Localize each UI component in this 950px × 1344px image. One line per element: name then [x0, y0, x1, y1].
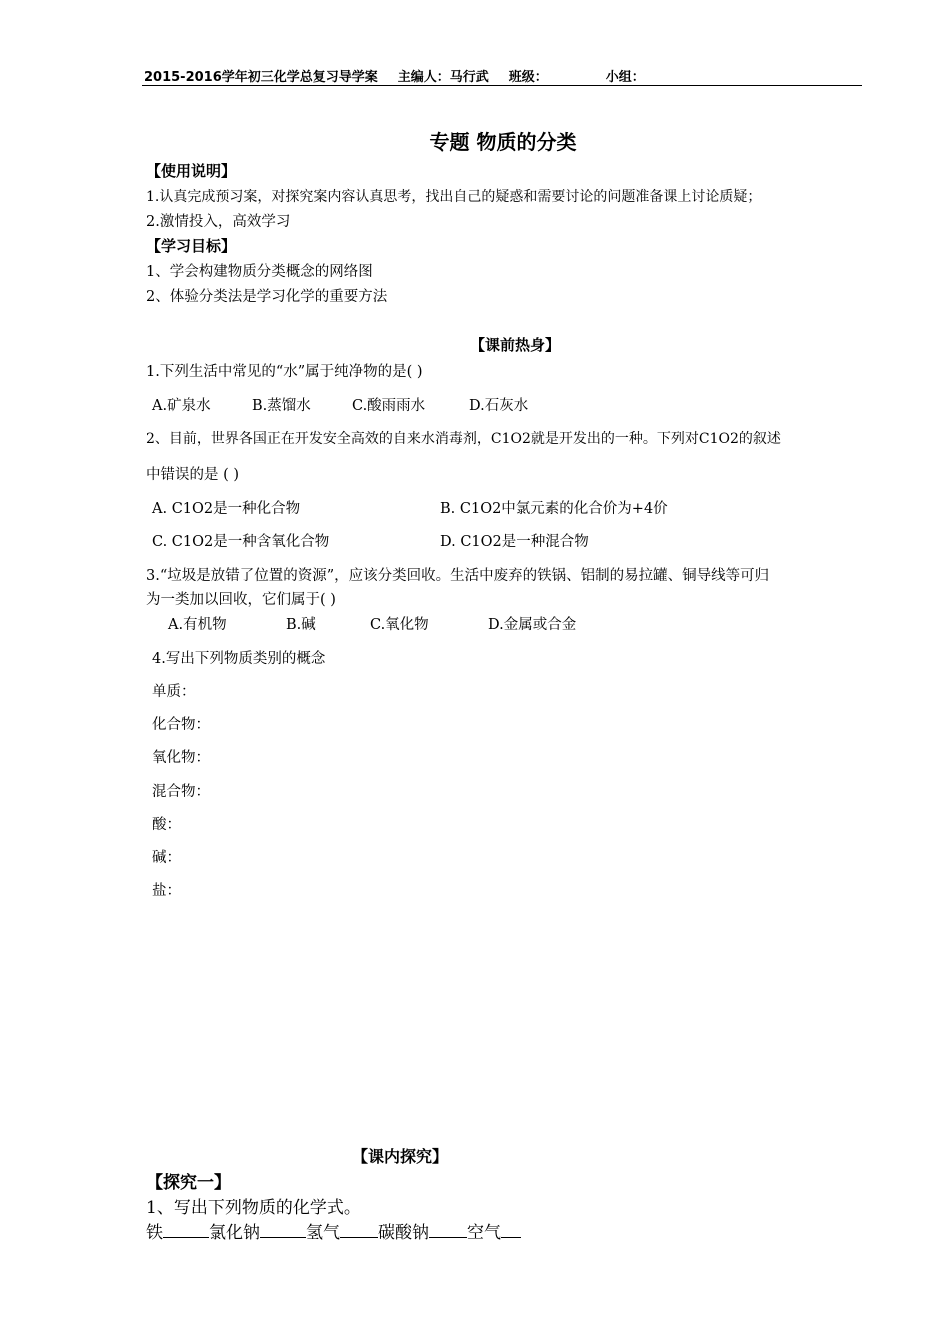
explore1-heading: 【探究一】 [146, 1173, 231, 1193]
page-title: 专题 物质的分类 [429, 130, 577, 154]
q1-option-a: A.矿泉水 [152, 398, 211, 414]
editor-label: 主编人：马行武 [397, 70, 489, 85]
q1-stem: 1.下列生活中常见的“水”属于纯净物的是( ) [146, 364, 423, 380]
q4-term-compound: 化合物： [152, 717, 210, 733]
q2-option-d: D. C1O2是一种混合物 [440, 534, 589, 550]
q4-term-oxide: 氧化物： [152, 750, 210, 766]
document-header [144, 66, 665, 85]
formula-item-sodium-carbonate: 碳酸钠 [378, 1223, 429, 1243]
q3-stem-line1: 3.“垃圾是放错了位置的资源”，应该分类回收。生活中废弃的铁锅、铝制的易拉罐、铜导线等可归 [146, 568, 770, 584]
formula-blank-air[interactable] [501, 1223, 521, 1238]
q4-term-salt: 盐： [152, 883, 181, 899]
inclass-heading: 【课内探究】 [352, 1147, 449, 1166]
q3-option-d: D.金属或合金 [488, 617, 577, 633]
explore1-task: 1、写出下列物质的化学式。 [146, 1198, 361, 1218]
q1-option-b: B.蒸馏水 [252, 398, 311, 414]
q3-option-a: A.有机物 [168, 617, 227, 633]
usage-item-2: 2.激情投入，高效学习 [146, 214, 291, 230]
goals-heading: 【学习目标】 [146, 237, 237, 255]
goal-item-2: 2、体验分类法是学习化学的重要方法 [146, 289, 388, 305]
q2-stem-line1: 2、目前，世界各国正在开发安全高效的自来水消毒剂，C1O2就是开发出的一种。下列对C1O2的叙述 [146, 431, 781, 447]
q4-term-base: 碱： [152, 850, 181, 866]
q2-stem-line2: 中错误的是 ( ) [146, 467, 240, 483]
q2-option-c: C. C1O2是一种含氧化合物 [152, 534, 330, 550]
formula-blank-iron[interactable] [163, 1223, 209, 1238]
group-label: 小组： [605, 70, 645, 85]
formula-blank-hydrogen[interactable] [340, 1223, 378, 1238]
formula-item-air: 空气 [467, 1223, 501, 1243]
header-rule [142, 85, 862, 86]
class-label: 班级： [508, 70, 548, 85]
usage-item-1: 1.认真完成预习案，对探究案内容认真思考，找出自己的疑惑和需要讨论的问题准备课上讨论质疑； [146, 189, 762, 205]
q2-option-b: B. C1O2中氯元素的化合价为+4价 [440, 501, 668, 517]
q4-term-mixture: 混合物： [152, 784, 210, 800]
formula-item-sodium-chloride: 氯化钠 [209, 1223, 260, 1243]
formula-item-hydrogen: 氢气 [306, 1223, 340, 1243]
q4-term-elemental: 单质： [152, 684, 196, 700]
q1-option-c: C.酸雨雨水 [352, 398, 426, 414]
goal-item-1: 1、学会构建物质分类概念的网络图 [146, 264, 373, 280]
q3-stem-line2: 为一类加以回收，它们属于( ) [146, 592, 336, 608]
q1-option-d: D.石灰水 [469, 398, 529, 414]
q3-option-c: C.氧化物 [370, 617, 429, 633]
q4-stem: 4.写出下列物质类别的概念 [152, 651, 326, 667]
formula-line [146, 1218, 521, 1243]
formula-blank-sodium-chloride[interactable] [260, 1223, 306, 1238]
course-title: 2015-2016学年初三化学总复习导学案 [144, 70, 378, 85]
formula-item-iron: 铁 [146, 1223, 163, 1243]
q3-option-b: B.碱 [286, 617, 316, 633]
q4-term-acid: 酸： [152, 817, 181, 833]
q1-options [152, 394, 528, 415]
formula-blank-sodium-carbonate[interactable] [429, 1223, 467, 1238]
q3-options [168, 613, 576, 634]
warmup-heading: 【课前热身】 [470, 336, 561, 354]
q2-option-a: A. C1O2是一种化合物 [152, 501, 301, 517]
usage-heading: 【使用说明】 [146, 162, 237, 180]
